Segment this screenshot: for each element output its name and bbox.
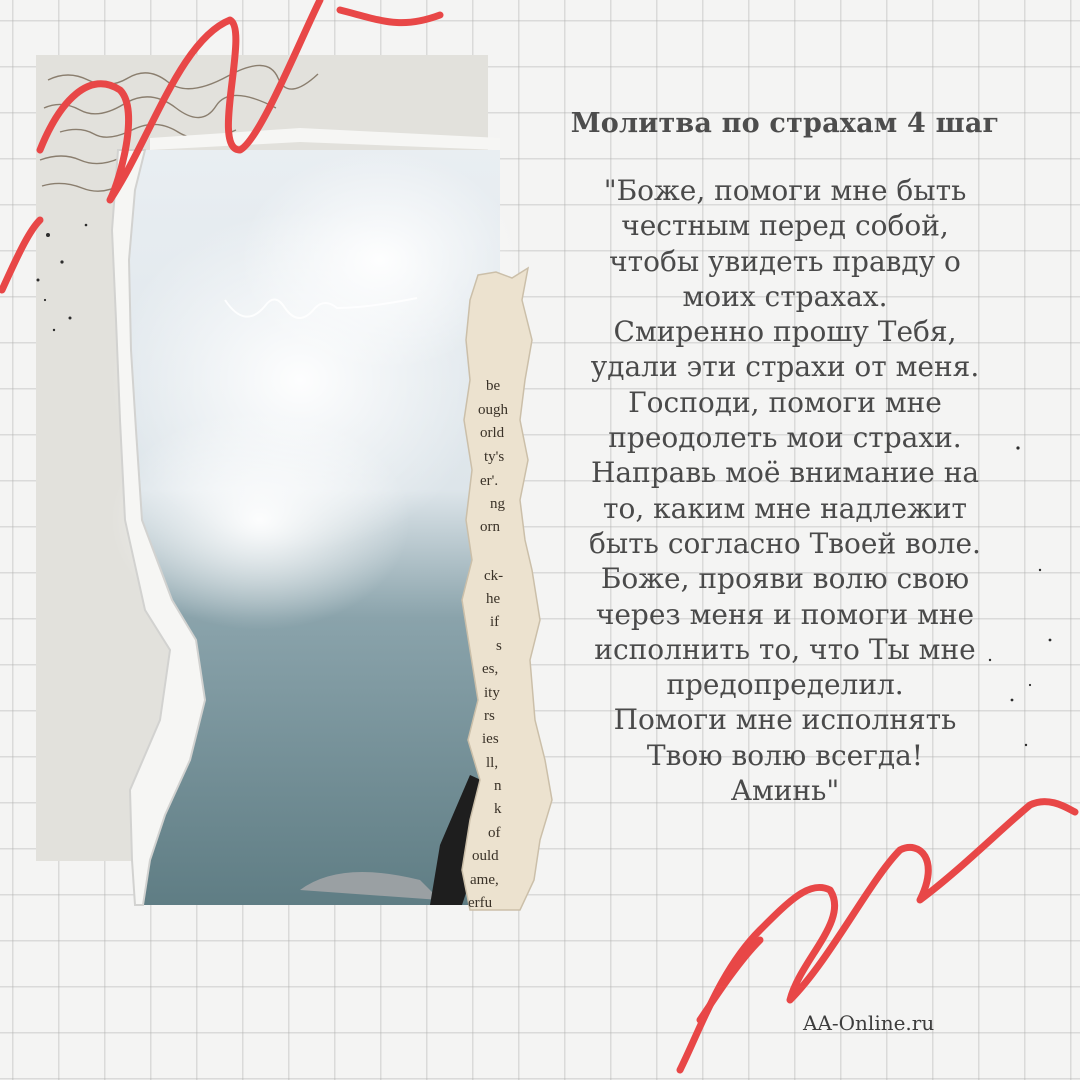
prayer-line: Направь моё внимание на <box>590 456 980 490</box>
svg-text:ty's: ty's <box>484 449 505 465</box>
svg-text:s: s <box>496 638 502 654</box>
prayer-line: удали эти страхи от меня. <box>590 350 980 384</box>
svg-text:ck-: ck- <box>484 568 504 584</box>
svg-text:orld: orld <box>480 425 505 441</box>
svg-text:k: k <box>494 801 502 817</box>
prayer-line: быть согласно Твоей воле. <box>589 526 981 560</box>
website-url[interactable]: AA-Online.ru <box>803 1011 935 1035</box>
prayer-line: то, каким мне надлежит <box>603 491 967 525</box>
svg-text:ng: ng <box>490 496 505 512</box>
torn-mountain-photo <box>110 128 520 905</box>
prayer-line: Господи, помоги мне <box>628 385 942 419</box>
svg-text:es,: es, <box>482 661 499 677</box>
svg-text:ough: ough <box>478 402 508 418</box>
prayer-text-block <box>530 108 1040 808</box>
prayer-line: моих страхах. <box>682 279 888 313</box>
svg-text:ould: ould <box>472 848 499 864</box>
prayer-body <box>530 173 1040 808</box>
prayer-line: через меня и помоги мне <box>595 597 975 631</box>
prayer-line: честным перед собой, <box>621 209 949 243</box>
prayer-line: исполнить то, что Ты мне <box>594 632 976 666</box>
svg-text:ity: ity <box>484 685 500 701</box>
svg-text:rs: rs <box>484 708 495 724</box>
prayer-line: предопределил. <box>666 668 904 702</box>
prayer-line: "Боже, помоги мне быть <box>603 174 967 207</box>
svg-text:ame,: ame, <box>470 872 499 888</box>
svg-text:he: he <box>486 591 501 607</box>
svg-text:be: be <box>486 378 501 394</box>
svg-text:ll,: ll, <box>486 755 499 771</box>
svg-text:er'.: er'. <box>480 473 499 489</box>
prayer-line: Помоги мне исполнять <box>613 703 957 737</box>
svg-text:n: n <box>494 778 502 794</box>
prayer-line: Твою волю всегда! <box>646 738 924 772</box>
svg-text:if: if <box>490 614 500 630</box>
prayer-line: Аминь" <box>730 774 840 808</box>
prayer-title: Молитва по страхам 4 шаг <box>570 108 1000 139</box>
prayer-line: Смиренно прошу Тебя, <box>613 315 957 349</box>
prayer-line: Боже, прояви волю свою <box>600 562 970 596</box>
svg-text:orn: orn <box>480 519 500 535</box>
svg-text:of: of <box>488 825 501 841</box>
svg-text:erfu: erfu <box>468 895 493 911</box>
svg-text:ies: ies <box>482 731 499 747</box>
prayer-line: чтобы увидеть правду о <box>609 244 961 278</box>
prayer-line: преодолеть мои страхи. <box>608 421 962 455</box>
